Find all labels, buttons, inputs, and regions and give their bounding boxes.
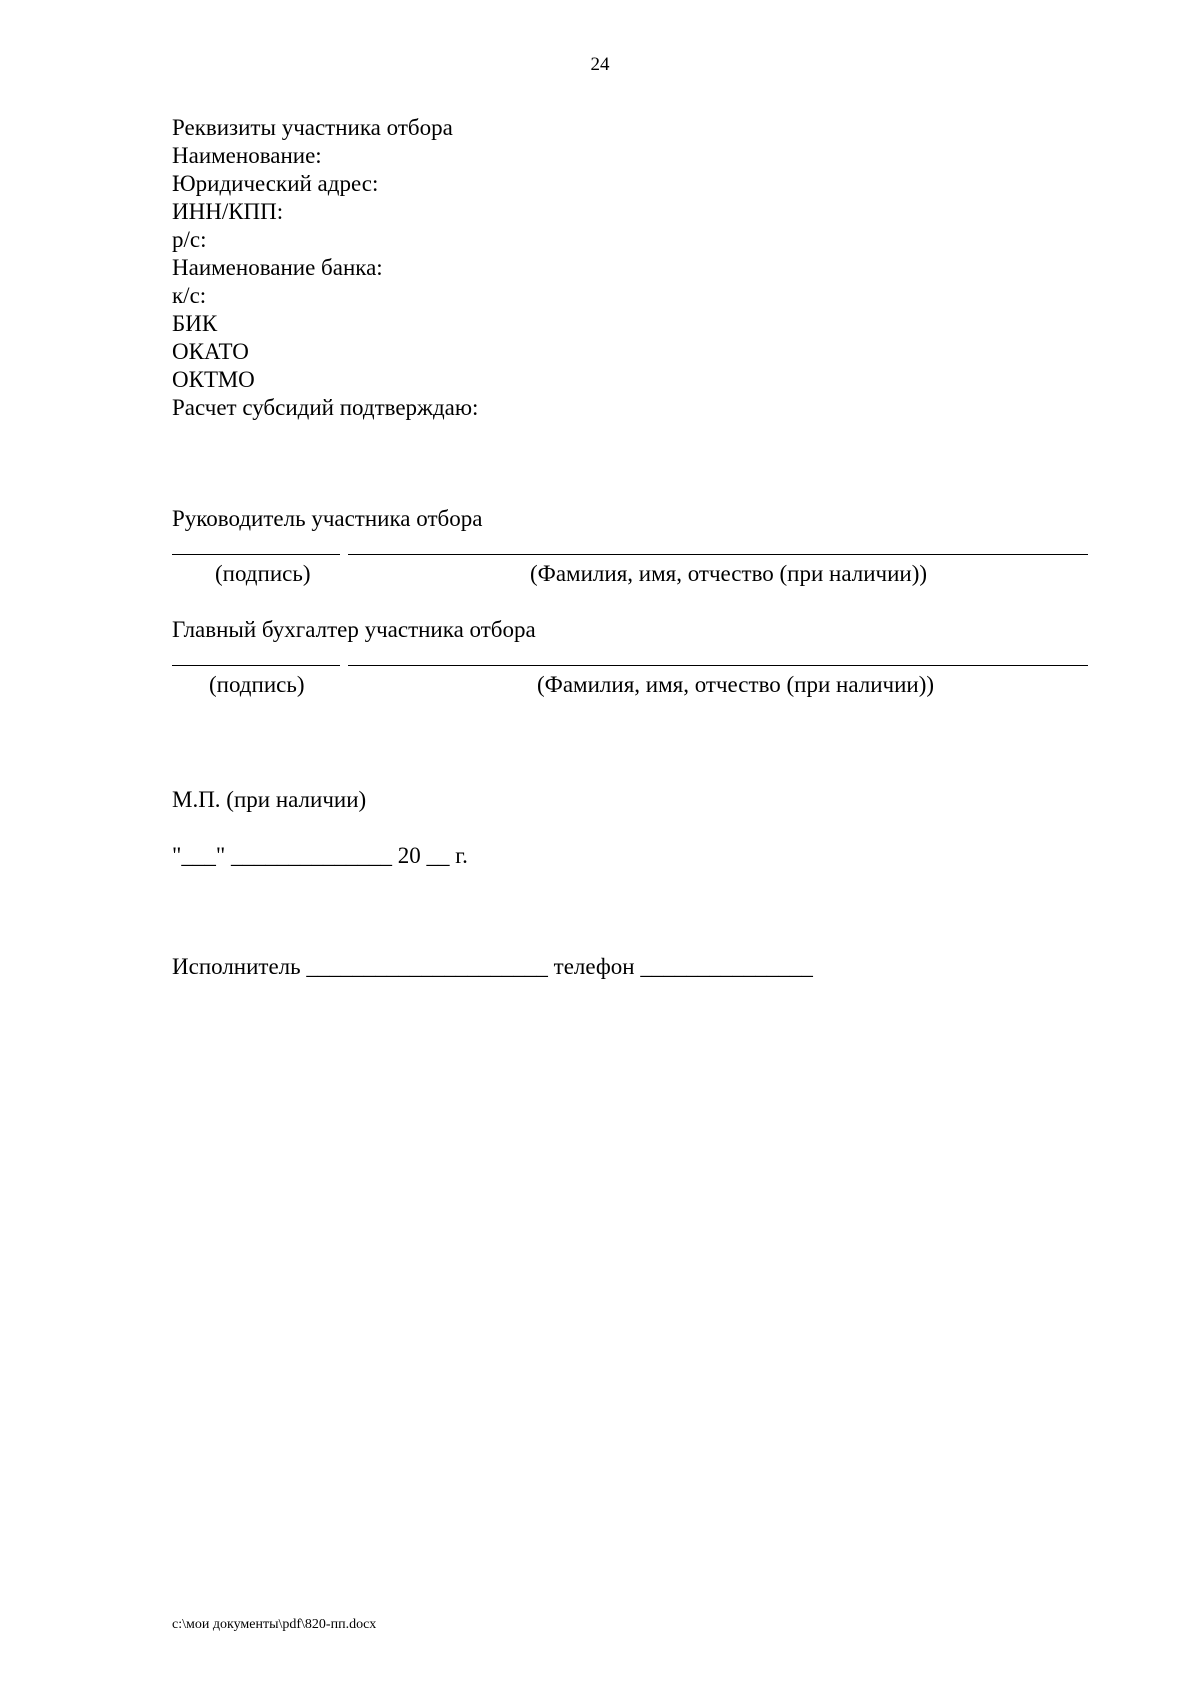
head-signature-line <box>172 554 340 555</box>
executor-line: Исполнитель _____________________ телефон _______________ <box>172 954 813 979</box>
requisites-line-bik: БИК <box>172 311 218 336</box>
requisites-line-corr-account: к/с: <box>172 283 207 308</box>
head-signature-title: Руководитель участника отбора <box>172 506 483 531</box>
head-name-line <box>348 554 1088 555</box>
requisites-line-legal-address: Юридический адрес: <box>172 171 379 196</box>
requisites-block <box>172 114 478 422</box>
accountant-caption-signature: (подпись) <box>209 672 305 697</box>
head-caption-signature: (подпись) <box>215 561 311 586</box>
date-line: "___" ______________ 20 __ г. <box>172 843 468 868</box>
accountant-signature-title: Главный бухгалтер участника отбора <box>172 617 536 642</box>
accountant-name-line <box>348 665 1088 666</box>
requisites-title: Реквизиты участника отбора <box>172 115 453 140</box>
head-caption-name: (Фамилия, имя, отчество (при наличии)) <box>530 561 928 586</box>
page-number: 24 <box>590 54 610 75</box>
requisites-line-okato: ОКАТО <box>172 339 249 364</box>
accountant-signature-line <box>172 665 340 666</box>
footer-file-path: c:\мои документы\pdf\820-пп.docx <box>172 1617 377 1632</box>
requisites-line-account: р/с: <box>172 227 207 252</box>
requisites-line-name: Наименование: <box>172 143 322 168</box>
requisites-line-oktmo: ОКТМО <box>172 367 255 392</box>
head-signature-lines <box>0 554 1200 556</box>
accountant-signature-lines <box>0 665 1200 667</box>
requisites-line-subsidy-confirm: Расчет субсидий подтверждаю: <box>172 395 479 420</box>
requisites-line-bank-name: Наименование банка: <box>172 255 383 280</box>
accountant-caption-name: (Фамилия, имя, отчество (при наличии)) <box>537 672 935 697</box>
stamp-label: М.П. (при наличии) <box>172 787 367 812</box>
requisites-line-inn-kpp: ИНН/КПП: <box>172 199 284 224</box>
